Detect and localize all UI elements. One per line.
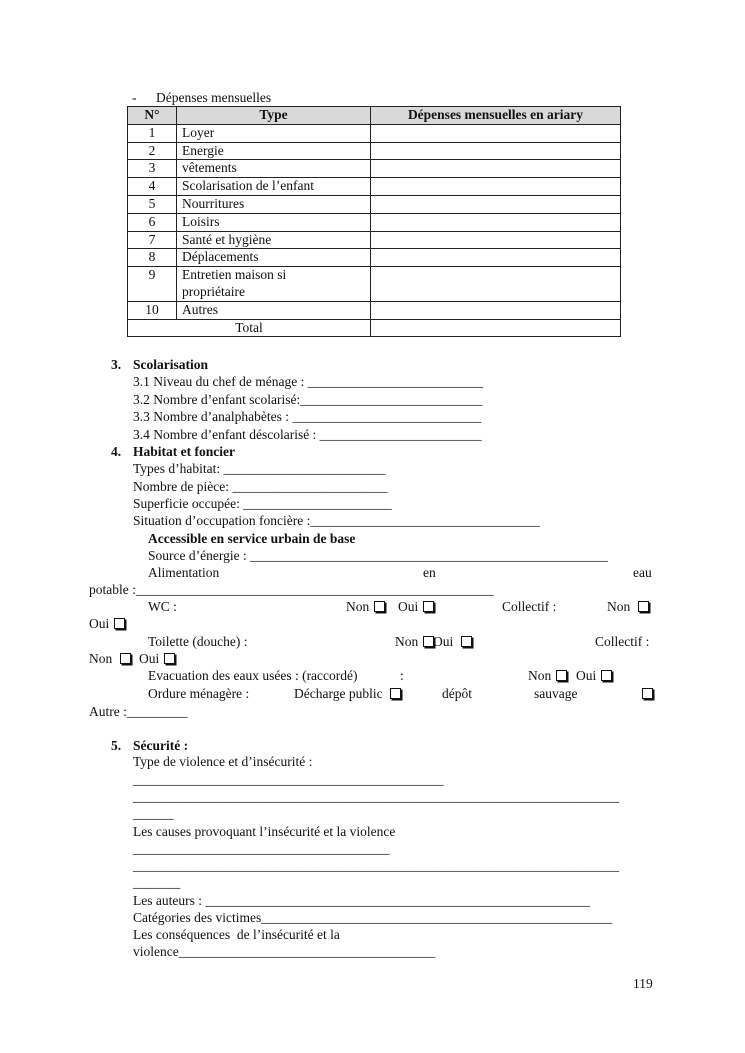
row-amount-cell	[371, 267, 621, 302]
row-number: 10	[128, 301, 177, 319]
wc-non-option	[346, 598, 386, 616]
toilette-label: Toilette (douche) :	[148, 634, 248, 649]
checkbox-icon[interactable]	[390, 688, 401, 699]
section-5-title: Sécurité :	[133, 738, 189, 753]
row-number: 5	[128, 195, 177, 213]
header-number: N°	[128, 107, 177, 125]
evacuation-oui-label: Oui	[576, 668, 597, 683]
causes-line-1: ______________________________________	[133, 841, 390, 856]
evacuation-oui-option	[576, 667, 613, 685]
decharge-label: Décharge public	[294, 686, 383, 701]
row-type: Autres	[177, 301, 371, 319]
wc-collectif-non-option	[607, 598, 650, 616]
wc-non-label: Non	[346, 599, 370, 614]
type-violence-line-2: ________________________________________________________________________	[133, 789, 619, 804]
intro-label: Dépenses mensuelles	[156, 90, 272, 105]
evacuation-colon: :	[400, 668, 404, 683]
field-victimes: Catégories des victimes____________________________________________________	[133, 910, 613, 925]
checkbox-icon[interactable]	[423, 601, 434, 612]
toilette-collectif-non-label: Non	[89, 651, 113, 666]
row-type: Loyer	[177, 124, 371, 142]
row-number: 4	[128, 178, 177, 196]
field-autre: Autre :_________	[89, 704, 188, 719]
table-row	[128, 160, 621, 178]
section-4-title: Habitat et foncier	[133, 444, 235, 459]
header-amount: Dépenses mensuelles en ariary	[371, 107, 621, 125]
ordure-label: Ordure ménagère :	[148, 686, 250, 701]
wc-oui-label: Oui	[398, 599, 419, 614]
checkbox-icon[interactable]	[638, 601, 649, 612]
field-superficie: Superficie occupée: ______________________	[133, 496, 392, 511]
toilette-non-label: Non	[395, 634, 419, 649]
causes-line-3: _______	[133, 875, 181, 890]
checkbox-icon[interactable]	[114, 618, 125, 629]
row-number: 1	[128, 124, 177, 142]
row-type: Santé et hygiène	[177, 231, 371, 249]
row-amount-cell	[371, 301, 621, 319]
row-number: 7	[128, 231, 177, 249]
toilette-collectif-non-option	[89, 650, 132, 668]
row-type: vêtements	[177, 160, 371, 178]
causes-label: Les causes provoquant l’insécurité et la violence	[133, 824, 396, 839]
evacuation-non-option	[528, 667, 568, 685]
section-3-number: 3.	[111, 357, 122, 372]
field-auteurs: Les auteurs : _________________________________________________________	[133, 893, 591, 908]
wc-oui-option	[398, 598, 435, 616]
intro-dash: -	[132, 90, 137, 105]
row-number: 8	[128, 249, 177, 267]
row-type: Scolarisation de l’enfant	[177, 178, 371, 196]
row-amount-cell	[371, 178, 621, 196]
toilette-oui-option	[433, 633, 473, 651]
consequences-label: Les conséquences de l’insécurité et la	[133, 927, 340, 942]
field-source-energie: Source d’énergie : _____________________________________________________	[148, 548, 608, 563]
field-situation-fonciere: Situation d’occupation foncière :__________________________________	[133, 513, 540, 528]
causes-line-2: ________________________________________________________________________	[133, 858, 619, 873]
table-row	[128, 213, 621, 231]
type-violence-line-1: ______________________________________________	[133, 772, 444, 787]
table-row	[128, 178, 621, 196]
row-number: 6	[128, 213, 177, 231]
page-number: 119	[633, 976, 653, 991]
alimentation-label: Alimentation	[148, 565, 220, 580]
row-amount-cell	[371, 142, 621, 160]
table-row	[128, 124, 621, 142]
type-violence-label: Type de violence et d’insécurité :	[133, 754, 313, 769]
field-niveau-chef: 3.1 Niveau du chef de ménage : __________________________	[133, 374, 484, 389]
wc-collectif-oui-option	[89, 615, 126, 633]
type-violence-line-3: ______	[133, 806, 174, 821]
checkbox-icon[interactable]	[374, 601, 385, 612]
field-enfants-scolarises: 3.2 Nombre d’enfant scolarisé:___________________________	[133, 392, 483, 407]
total-amount-cell	[371, 319, 621, 337]
row-type: Energie	[177, 142, 371, 160]
section-5-number: 5.	[111, 738, 122, 753]
table-row	[128, 231, 621, 249]
row-amount-cell	[371, 195, 621, 213]
wc-label: WC :	[148, 599, 177, 614]
wc-collectif-non-label: Non	[607, 599, 631, 614]
field-enfants-descolarises: 3.4 Nombre d’enfant déscolarisé : ________________________	[133, 427, 482, 442]
evacuation-label: Evacuation des eaux usées : (raccordé)	[148, 668, 358, 683]
checkbox-icon[interactable]	[601, 670, 612, 681]
field-violence: violence______________________________________	[133, 944, 436, 959]
row-number: 2	[128, 142, 177, 160]
field-eau-potable: potable :_____________________________________________________	[89, 582, 494, 597]
table-row	[128, 142, 621, 160]
row-amount-cell	[371, 231, 621, 249]
table-total-row	[128, 319, 621, 337]
section-3-title: Scolarisation	[133, 357, 209, 372]
checkbox-icon[interactable]	[556, 670, 567, 681]
checkbox-icon[interactable]	[120, 653, 131, 664]
checkbox-icon[interactable]	[164, 653, 175, 664]
sauvage-checkbox-option	[641, 685, 654, 703]
field-analphabetes: 3.3 Nombre d’analphabètes : ____________________________	[133, 409, 482, 424]
checkbox-icon[interactable]	[423, 636, 434, 647]
wc-collectif-label: Collectif :	[502, 599, 557, 614]
row-amount-cell	[371, 249, 621, 267]
row-amount-cell	[371, 213, 621, 231]
checkbox-icon[interactable]	[461, 636, 472, 647]
toilette-oui-label: Oui	[433, 634, 454, 649]
toilette-non-option	[395, 633, 435, 651]
sauvage-label: sauvage	[534, 686, 578, 701]
decharge-option	[294, 685, 402, 703]
row-type: Loisirs	[177, 213, 371, 231]
alimentation-eau: eau	[633, 565, 652, 580]
row-amount-cell	[371, 160, 621, 178]
subsection-services: Accessible en service urbain de base	[148, 531, 356, 546]
row-type: Entretien maison si propriétaire	[177, 267, 371, 302]
alimentation-en: en	[423, 565, 436, 580]
expenses-table	[127, 106, 621, 337]
table-row	[128, 249, 621, 267]
checkbox-icon[interactable]	[642, 688, 653, 699]
field-types-habitat: Types d’habitat: ________________________	[133, 461, 386, 476]
header-type: Type	[177, 107, 371, 125]
toilette-collectif-oui-option	[139, 650, 176, 668]
depot-label: dépôt	[442, 686, 472, 701]
row-type: Nourritures	[177, 195, 371, 213]
row-number: 3	[128, 160, 177, 178]
total-label: Total	[128, 319, 371, 337]
row-amount-cell	[371, 124, 621, 142]
table-row	[128, 267, 621, 302]
row-number: 9	[128, 267, 177, 302]
wc-collectif-oui-label: Oui	[89, 616, 110, 631]
table-row	[128, 301, 621, 319]
evacuation-non-label: Non	[528, 668, 552, 683]
section-4-number: 4.	[111, 444, 122, 459]
table-row	[128, 195, 621, 213]
toilette-collectif-oui-label: Oui	[139, 651, 160, 666]
row-type: Déplacements	[177, 249, 371, 267]
table-header-row	[128, 107, 621, 125]
field-nombre-piece: Nombre de pièce: _______________________	[133, 479, 388, 494]
toilette-collectif-label: Collectif :	[595, 634, 650, 649]
